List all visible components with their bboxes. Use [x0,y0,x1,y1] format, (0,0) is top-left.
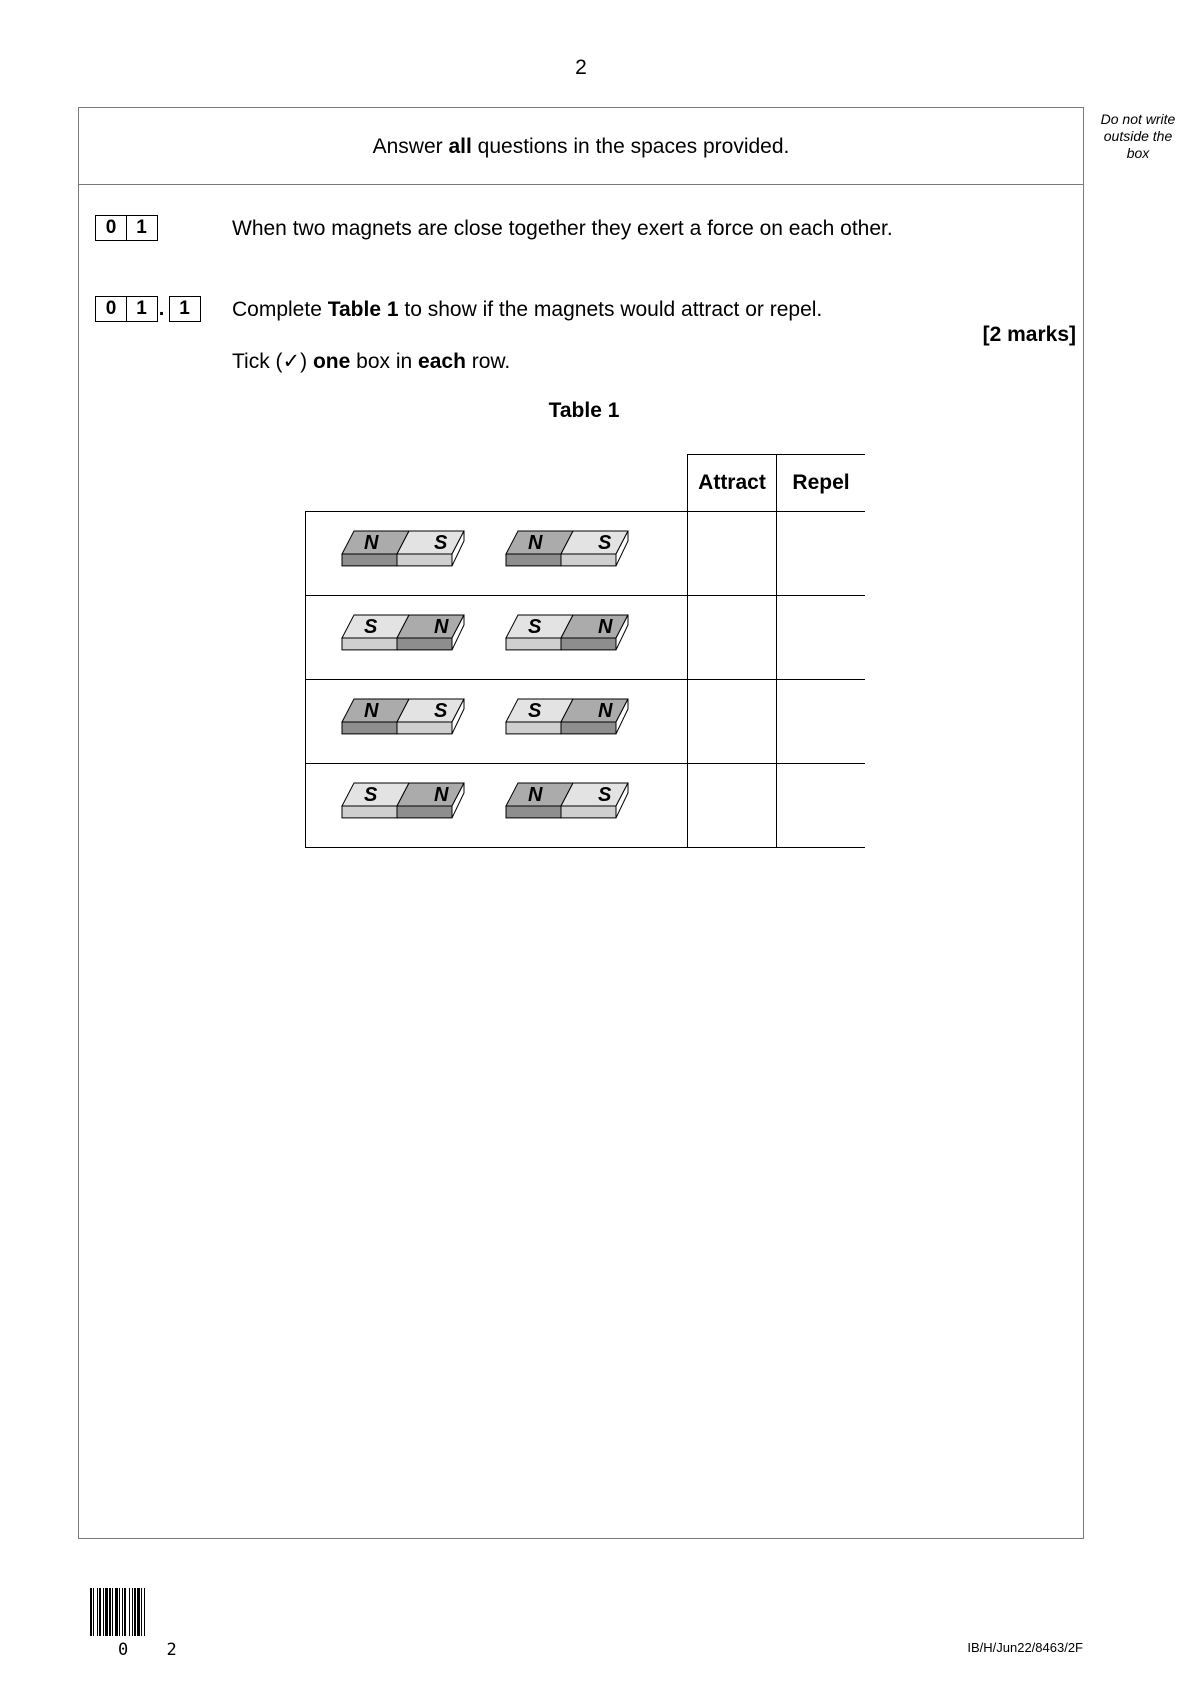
magnet-pair-cell [306,512,688,596]
magnet-front-face [506,806,561,818]
table-header-row [306,455,866,512]
tick-box-attract-row-1[interactable] [688,512,777,596]
tick-box-repel-row-3[interactable] [777,680,866,764]
header-attract: Attract [688,455,777,512]
barcode-digits: 0 2 [118,1640,191,1660]
north-pole-label: N [364,532,379,554]
question-01-text: When two magnets are close together they exert a force on each other. [232,217,893,240]
magnet-front-face [342,722,397,734]
barcode-bar [144,1588,145,1636]
question-number-dot: . [158,297,165,320]
magnet-front-face [397,722,452,734]
text-part: Tick (✓) [232,350,313,373]
north-pole-label: N [434,784,449,806]
question-digit-box: 1 [169,296,201,322]
south-pole-label: S [434,700,448,722]
question-digit-box: 1 [126,296,158,322]
text-part: box in [350,350,419,373]
tick-box-repel-row-1[interactable] [777,512,866,596]
barcode-bar [97,1588,98,1636]
question-01-1-instruction [232,298,822,322]
tick-box-attract-row-4[interactable] [688,764,777,848]
text-part: row. [465,350,511,373]
tick-box-attract-row-2[interactable] [688,596,777,680]
table-row [306,512,866,596]
magnet-pair-diagram [306,512,687,590]
header-repel: Repel [777,455,866,512]
magnets-table [305,454,865,848]
magnet-pair-cell [306,764,688,848]
south-pole-label: S [434,532,448,554]
table-row [306,680,866,764]
magnet-front-face [397,638,452,650]
page-number: 2 [575,56,587,79]
paper-reference: IB/H/Jun22/8463/2F [967,1640,1083,1655]
table-row [306,596,866,680]
barcode-bar [132,1588,133,1636]
magnet-pair-diagram [306,764,687,842]
marks-label: [2 marks] [982,323,1076,346]
table-title: Table 1 [548,399,620,422]
instruction-text [78,135,1084,159]
south-pole-label: S [528,700,542,722]
instruction-part: questions in the spaces provided. [471,135,790,158]
barcode-bar [124,1588,126,1636]
margin-note: Do not write outside the box [1100,111,1176,161]
north-pole-label: N [528,784,543,806]
question-number-01 [95,215,156,241]
magnet-front-face [561,638,616,650]
magnet-front-face [506,722,561,734]
instruction-emphasis: all [448,135,472,158]
barcode-bar [112,1588,113,1636]
magnet-front-face [561,806,616,818]
north-pole-label: N [598,616,613,638]
barcode-bar [134,1588,136,1636]
barcode-bar [105,1588,108,1636]
magnet-front-face [561,554,616,566]
magnet-front-face [397,806,452,818]
south-pole-label: S [364,616,378,638]
magnet-front-face [397,554,452,566]
barcode-bar [115,1588,118,1636]
barcode-bar [137,1588,140,1636]
question-digit-box: 1 [126,215,158,241]
table-row [306,764,866,848]
south-pole-label: S [598,532,612,554]
magnet-front-face [506,638,561,650]
south-pole-label: S [528,616,542,638]
question-digit-box: 0 [95,296,127,322]
tick-box-repel-row-4[interactable] [777,764,866,848]
header-divider [78,184,1084,185]
question-digit-box: 0 [95,215,127,241]
magnet-pair-diagram [306,596,687,674]
north-pole-label: N [364,700,379,722]
barcode-bar [93,1588,94,1636]
text-emphasis: each [418,350,466,373]
text-part: Complete [232,298,328,321]
question-number-01-1 [95,296,199,322]
tick-box-attract-row-3[interactable] [688,680,777,764]
south-pole-label: S [598,784,612,806]
magnet-front-face [342,554,397,566]
magnet-pair-cell [306,680,688,764]
tick-instruction [232,349,510,374]
barcode [90,1588,200,1638]
text-emphasis: Table 1 [327,298,399,321]
text-emphasis: one [312,350,351,373]
magnet-front-face [342,638,397,650]
south-pole-label: S [364,784,378,806]
table-header-blank [306,455,688,512]
barcode-bar [109,1588,111,1636]
magnet-front-face [561,722,616,734]
magnet-pair-diagram [306,680,687,758]
magnet-front-face [342,806,397,818]
magnet-pair-cell [306,596,688,680]
barcode-bar [119,1588,120,1636]
text-part: to show if the magnets would attract or repel. [398,298,823,321]
instruction-part: Answer [372,135,449,158]
magnet-front-face [506,554,561,566]
barcode-bar [129,1588,130,1636]
barcode-bar [90,1588,92,1636]
barcode-bar [103,1588,104,1636]
barcode-bar [122,1588,123,1636]
north-pole-label: N [528,532,543,554]
north-pole-label: N [434,616,449,638]
tick-box-repel-row-2[interactable] [777,596,866,680]
north-pole-label: N [598,700,613,722]
barcode-bar [99,1588,101,1636]
barcode-bar [141,1588,142,1636]
